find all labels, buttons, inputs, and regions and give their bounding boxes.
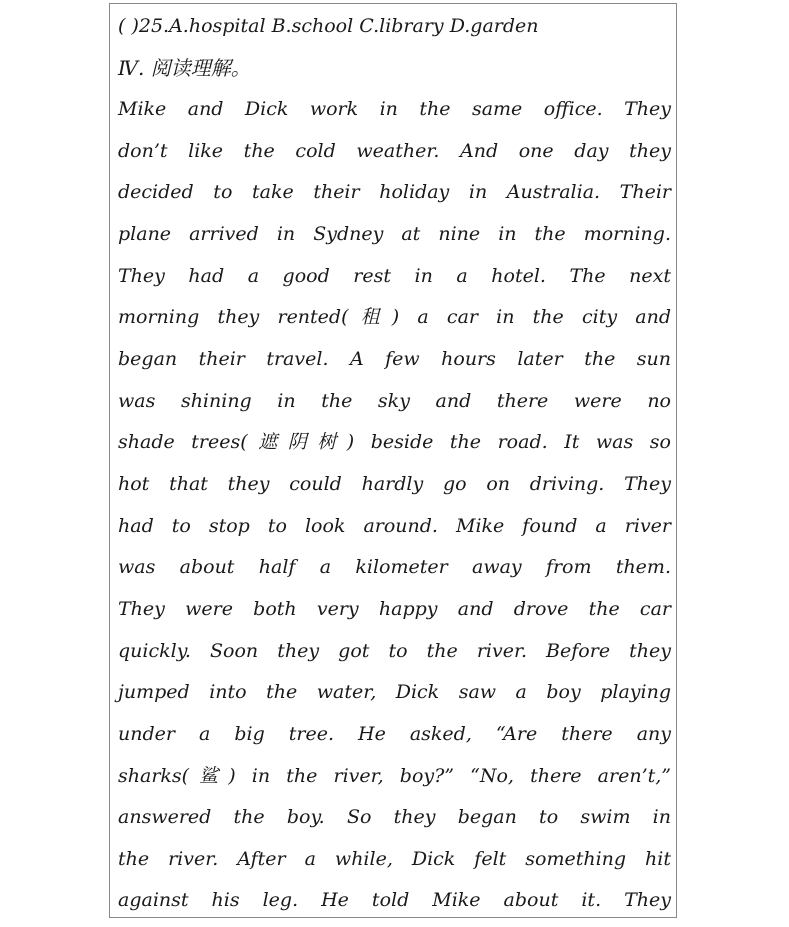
passage-line: the river. After a while, Dick felt something hit <box>118 848 671 870</box>
document-page <box>109 3 677 918</box>
passage-line: decided to take their holiday in Australia. Their <box>118 181 671 203</box>
passage-line: don’t like the cold weather. And one day they <box>118 140 671 162</box>
passage-line: Mike and Dick work in the same office. They <box>118 98 671 120</box>
passage-line: They had a good rest in a hotel. The next <box>118 265 671 287</box>
section-heading: Ⅳ. 阅读理解。 <box>118 56 251 80</box>
passage-line: against his leg. He told Mike about it. They <box>118 889 671 911</box>
passage-line: sharks(鲨) in the river, boy?” “No, there aren’t,” <box>118 765 671 787</box>
passage-line: quickly. Soon they got to the river. Before they <box>118 640 671 662</box>
passage-line: plane arrived in Sydney at nine in the morning. <box>118 223 671 245</box>
passage-line: began their travel. A few hours later the sun <box>118 348 671 370</box>
passage-line: was about half a kilometer away from them. <box>118 556 671 578</box>
passage-line: shade trees(遮阴树) beside the road. It was so <box>118 431 671 453</box>
passage-line: They were both very happy and drove the car <box>118 598 671 620</box>
passage-line: had to stop to look around. Mike found a river <box>118 515 671 537</box>
question-25-line: ( )25.A.hospital B.school C.library D.garden <box>118 15 539 37</box>
passage-line: jumped into the water, Dick saw a boy playing <box>118 681 671 703</box>
passage-line: hot that they could hardly go on driving. They <box>118 473 671 495</box>
passage-line: was shining in the sky and there were no <box>118 390 671 412</box>
passage-line: under a big tree. He asked, “Are there any <box>118 723 671 745</box>
passage-line: morning they rented(租) a car in the city and <box>118 306 671 328</box>
passage-line: answered the boy. So they began to swim in <box>118 806 671 828</box>
